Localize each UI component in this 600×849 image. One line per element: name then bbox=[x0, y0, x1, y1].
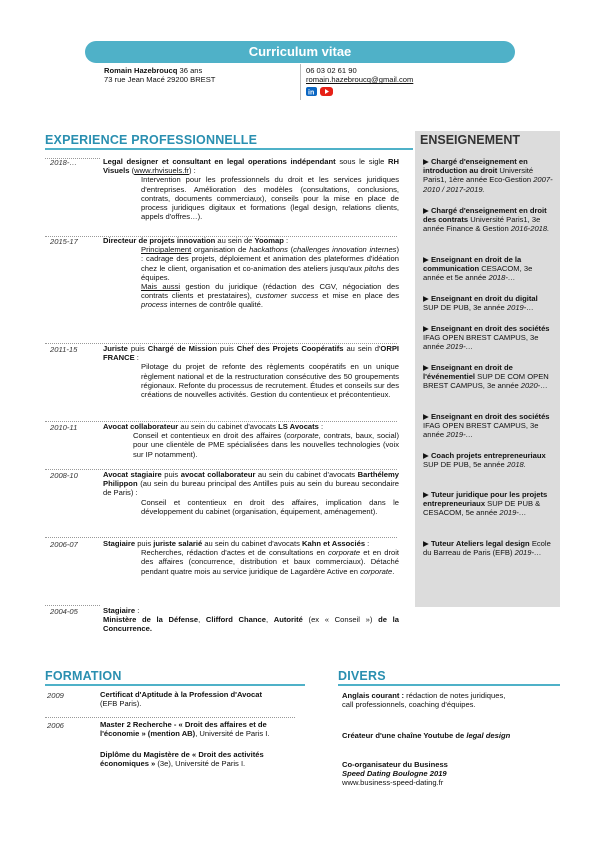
job-title: Directeur de projets innovation bbox=[103, 236, 216, 245]
entry-text: corporate bbox=[360, 566, 393, 576]
company-name: LS Avocats bbox=[278, 422, 319, 431]
teaching-detail: Ecole du Barreau de Paris (EFB) bbox=[423, 539, 551, 558]
experience-entry bbox=[103, 539, 399, 576]
teaching-item: ▶ Enseignant en droit de la communication CESACOM, 3e année et 5e année 2018-… bbox=[423, 255, 533, 283]
divers-rule bbox=[338, 684, 560, 686]
teaching-item: ▶ Chargé d'enseignement en introduction au droit Université Paris1, 1ère année Eco-Gestion 2007-2010 / 2017-2019. bbox=[423, 157, 553, 194]
teaching-detail: SUP DE PUB, 3e année bbox=[423, 303, 507, 313]
entry-text: ) : cadrage des projets, déploiement et animation des plateformes d'idéation chez le client, organisation et co-animation des ateliers jusqu'aux bbox=[141, 245, 400, 273]
teaching-years: 2019-… bbox=[499, 508, 527, 518]
cv-title-banner bbox=[85, 41, 515, 63]
contact-divider bbox=[300, 64, 301, 100]
website-link[interactable]: www.business-speed-dating.fr bbox=[342, 778, 444, 788]
teaching-heading: ENSEIGNEMENT bbox=[420, 133, 521, 147]
teaching-item: ▶ Chargé d'enseignement en droit des contrats Université Paris1, 3e année Finance & Gestion 2016-2018. bbox=[423, 206, 550, 234]
entry-text: process bbox=[141, 300, 168, 310]
entry-text: hackathons bbox=[249, 245, 288, 255]
entry-text: puis bbox=[135, 539, 154, 548]
job-title: Juriste bbox=[103, 344, 128, 353]
entry-text: et mise en place des bbox=[318, 291, 400, 301]
entry-text: au sein du cabinet d'avocats bbox=[255, 470, 358, 479]
teaching-item: ▶ Enseignant en droit des sociétés IFAG OPEN BREST CAMPUS, 3e année 2019-… bbox=[423, 324, 550, 352]
teaching-years: 2018-… bbox=[488, 273, 516, 283]
entry-date: 2010-11 bbox=[50, 423, 78, 432]
teaching-detail: IFAG OPEN BREST CAMPUS, 3e année bbox=[423, 421, 539, 440]
experience-entry bbox=[103, 606, 399, 634]
teaching-detail: CESACOM, 3e année et 5e année bbox=[423, 264, 533, 283]
divers-heading: DIVERS bbox=[338, 669, 386, 683]
entry-text: ) : bbox=[188, 166, 196, 176]
divers-title: Co-organisateur du Business bbox=[342, 760, 448, 769]
entry-text: : bbox=[134, 353, 139, 363]
entry-text: : bbox=[283, 236, 289, 245]
company-name: Yoomap bbox=[254, 236, 284, 245]
entry-date: 2011-15 bbox=[50, 345, 78, 354]
entry-text: organisation de bbox=[191, 245, 250, 255]
email-link[interactable]: romain.hazebroucq@gmail.com bbox=[306, 75, 414, 85]
experience-entry bbox=[103, 470, 399, 516]
formation-entry bbox=[100, 690, 300, 708]
teaching-title: Chargé d'enseignement en droit des contrats bbox=[423, 206, 547, 225]
company-name: de la Concurrence. bbox=[103, 615, 399, 634]
entry-text: , bbox=[198, 615, 206, 625]
entry-text: internes de contrôle qualité. bbox=[167, 300, 263, 310]
linkedin-icon[interactable] bbox=[306, 87, 317, 96]
divers-detail: rédaction de notes juridiques, call professionnels, coaching d'équipes. bbox=[342, 691, 506, 710]
youtube-icon[interactable] bbox=[320, 87, 333, 96]
entry-description: Conseil et contentieux en droit des affaires, implication dans le développement du cabinet (organisation, équipement, aménagement). bbox=[141, 497, 399, 516]
entry-date: 2015-17 bbox=[50, 237, 78, 246]
row-divider bbox=[45, 537, 397, 538]
company-name: Ministère de la Défense bbox=[103, 615, 199, 625]
teaching-years: 2019-… bbox=[446, 342, 474, 352]
company-name: ORPI FRANCE bbox=[103, 344, 399, 363]
divers-item bbox=[342, 760, 517, 788]
experience-heading: EXPERIENCE PROFESSIONNELLE bbox=[45, 133, 258, 147]
diploma-detail: (3e), Université de Paris I. bbox=[155, 759, 246, 769]
diploma-title: Diplôme du Magistère de « Droit des activités économiques » bbox=[100, 750, 264, 769]
diploma-title: Master 2 Recherche - « Droit des affaires et de l'économie » (mention AB) bbox=[100, 720, 267, 739]
entry-date: 2006-07 bbox=[50, 540, 78, 549]
formation-rule bbox=[45, 684, 305, 686]
teaching-item: ▶ Enseignant en droit du digital SUP DE PUB, 3e année 2019-… bbox=[423, 294, 538, 313]
teaching-title: Enseignant en droit de l'événementiel bbox=[423, 363, 513, 382]
entry-text: : bbox=[318, 422, 324, 431]
entry-description bbox=[103, 245, 399, 282]
entry-text: et en droit des affaires (concurrence, distribution et baux commerciaux). Détaché pendant quatre mois au service juridique de Lagardère Active en bbox=[141, 548, 399, 576]
formation-date: 2009 bbox=[47, 691, 64, 700]
divers-title: Anglais courant : bbox=[342, 691, 405, 700]
teaching-years: 2019-… bbox=[506, 303, 534, 313]
entry-text: , bbox=[265, 615, 274, 625]
entry-date: 2008-10 bbox=[50, 471, 78, 480]
teaching-detail: SUP DE PUB, 5e année bbox=[423, 460, 507, 470]
contact-left bbox=[104, 66, 294, 84]
entry-text: corporate bbox=[286, 431, 319, 441]
job-title: Legal designer et consultant en legal operations indépendant bbox=[103, 157, 336, 166]
entry-text: : bbox=[365, 539, 370, 548]
entry-description bbox=[103, 431, 399, 459]
entry-text: puis bbox=[216, 344, 237, 353]
person-name: Romain Hazebroucq bbox=[104, 66, 178, 75]
teaching-detail: Université Paris1, 1ère année Eco-Gestion bbox=[423, 166, 534, 185]
job-title: avocat collaborateur bbox=[180, 470, 256, 479]
teaching-title: Enseignant en droit des sociétés bbox=[430, 324, 550, 333]
company-name: Clifford Chance bbox=[205, 615, 266, 625]
job-title: Chargé de Mission bbox=[147, 344, 217, 353]
formation-heading: FORMATION bbox=[45, 669, 122, 683]
job-title: Stagiaire bbox=[103, 539, 136, 548]
teaching-item: ▶ Enseignant en droit des sociétés IFAG OPEN BREST CAMPUS, 3e année 2019-… bbox=[423, 412, 550, 440]
teaching-detail: IFAG OPEN BREST CAMPUS, 3e année bbox=[423, 333, 539, 352]
teaching-detail: SUP DE PUB & CESACOM, 5e année bbox=[423, 499, 541, 518]
divers-title: Créateur d'une chaîne Youtube de bbox=[342, 731, 467, 740]
job-title: juriste salarié bbox=[153, 539, 203, 548]
person-address: 73 rue Jean Macé 29200 BREST bbox=[104, 75, 216, 85]
company-name: Kahn et Associés bbox=[302, 539, 366, 548]
teaching-item: ▶ Tuteur Ateliers legal design Ecole du Barreau de Paris (EFB) 2019-… bbox=[423, 539, 551, 558]
entry-text: ( bbox=[129, 166, 135, 176]
job-title: Avocat stagiaire bbox=[103, 470, 162, 479]
teaching-title: Enseignant en droit du digital bbox=[430, 294, 538, 303]
formation-entry bbox=[100, 750, 300, 768]
phone-number: 06 03 02 61 90 bbox=[306, 66, 357, 75]
entry-text: pitchs bbox=[364, 263, 385, 273]
teaching-title: Chargé d'enseignement en introduction au droit bbox=[423, 157, 528, 176]
entry-description: Pilotage du projet de refonte des règlements coopératifs en un unique règlement national et de la restructuration consécutive des 50 groupements régionaux. Refonte du processus de recrutement. Études et conseils sur des créations de nouvelles activités. Gestion du contentieux et précontentieux. bbox=[141, 362, 399, 400]
company-name: Autorité bbox=[273, 615, 303, 625]
entry-text: au sein du cabinet d'avocats bbox=[202, 539, 303, 548]
job-title: Chef des Projets Coopératifs bbox=[236, 344, 344, 353]
experience-entry bbox=[103, 344, 399, 399]
entry-text: Conseil et contentieux en droit des affaires ( bbox=[133, 431, 287, 441]
diploma-detail: (EFB Paris). bbox=[100, 699, 142, 709]
experience-entry bbox=[103, 157, 399, 221]
row-divider bbox=[45, 605, 100, 606]
person-age: 36 ans bbox=[177, 66, 203, 75]
company-name: Barthélemy Philippon bbox=[103, 470, 399, 489]
teaching-title: Enseignant en droit des sociétés bbox=[430, 412, 550, 421]
formation-entry bbox=[100, 720, 300, 738]
teaching-item: ▶ Tuteur juridique pour les projets entrepreneuriaux SUP DE PUB & CESACOM, 5e année 2019-… bbox=[423, 490, 548, 518]
teaching-item: ▶ Enseignant en droit de l'événementiel SUP DE COM OPEN BREST CAMPUS, 3e année 2020-… bbox=[423, 363, 549, 391]
page-title: Curriculum vitae bbox=[248, 44, 352, 59]
experience-entry bbox=[103, 422, 399, 459]
contact-right bbox=[306, 66, 506, 96]
teaching-years: 2019-… bbox=[514, 548, 542, 558]
entry-text: customer success bbox=[255, 291, 319, 301]
entry-text: puis bbox=[161, 470, 181, 479]
entry-date: 2004-05 bbox=[50, 607, 78, 616]
entry-description bbox=[103, 282, 399, 310]
formation-date: 2006 bbox=[47, 721, 64, 730]
entry-text: au sein du cabinet d'avocats bbox=[178, 422, 279, 431]
entry-text: Recherches, rédaction d'actes et de consultations en bbox=[141, 548, 329, 558]
entry-date: 2018-… bbox=[50, 158, 78, 167]
job-title: Avocat collaborateur bbox=[103, 422, 179, 431]
diploma-title: Certificat d'Aptitude à la Profession d'Avocat bbox=[100, 690, 262, 699]
company-name: RH Visuels bbox=[103, 157, 399, 176]
entry-text: gestion du juridique (rédaction des CGV, négociation des contrats clients et prestataires), bbox=[141, 282, 400, 301]
divers-item bbox=[342, 731, 517, 740]
entry-text: Mais aussi bbox=[141, 282, 181, 292]
entry-text: puis bbox=[127, 344, 148, 353]
entry-text: , contrats, baux, social) pour une clientèle de PME spécialisées dans les nouvelles technologies (voix sur IP notamment). bbox=[133, 431, 399, 459]
experience-entry bbox=[103, 236, 399, 310]
entry-text: au sein d' bbox=[343, 344, 381, 353]
teaching-title: Enseignant en droit de la communication bbox=[423, 255, 522, 274]
entry-text: challenges innovation internes bbox=[293, 245, 397, 255]
teaching-title: Tuteur Ateliers legal design bbox=[430, 539, 530, 548]
svg-text:in: in bbox=[308, 89, 315, 96]
teaching-years: 2016-2018. bbox=[510, 224, 550, 234]
job-title: Stagiaire bbox=[103, 606, 136, 615]
entry-description bbox=[103, 548, 399, 576]
divers-title: legal design bbox=[466, 731, 511, 740]
diploma-detail: , Université de Paris I. bbox=[195, 729, 270, 739]
teaching-years: 2018. bbox=[506, 460, 526, 470]
teaching-detail: Université Paris1, 3e année Finance & Gestion bbox=[423, 215, 541, 234]
entry-text: au sein de bbox=[215, 236, 255, 245]
teaching-detail: SUP DE COM OPEN BREST CAMPUS, 3e année bbox=[423, 372, 549, 391]
entry-text: (au sein du bureau principal des Antilles puis au sein du bureau secondaire de Paris) : bbox=[103, 479, 399, 498]
entry-text: corporate bbox=[328, 548, 361, 558]
entry-text: ( bbox=[287, 245, 294, 255]
divers-title: Speed Dating Boulogne 2019 bbox=[342, 769, 447, 779]
website-link[interactable]: www.rhvisuels.fr bbox=[134, 166, 189, 176]
entry-text: sous le sigle bbox=[335, 157, 389, 166]
teaching-title: Tuteur juridique pour les projets entrepreneuriaux bbox=[423, 490, 548, 509]
entry-text: Principalement bbox=[141, 245, 192, 255]
experience-rule bbox=[45, 148, 413, 150]
teaching-title: Coach projets entrepreneuriaux bbox=[430, 451, 546, 460]
divers-item bbox=[342, 691, 517, 709]
teaching-years: 2019-… bbox=[446, 430, 474, 440]
entry-description: Intervention pour les professionnels du droit et les services juridiques d'entreprises. Amélioration des modèles (consultations, conclusions, contrats, documents commerciaux), conseils pour la mise en place de process juridiques digitaux et formations (legal design, relations clients, appels d'offres…). bbox=[141, 175, 399, 222]
teaching-years: 2007-2010 / 2017-2019. bbox=[423, 175, 553, 194]
entry-text: des équipes. bbox=[141, 263, 399, 282]
entry-text: (ex « Conseil ») bbox=[302, 615, 379, 625]
row-divider bbox=[45, 717, 295, 718]
entry-text: . bbox=[392, 566, 395, 576]
entry-text: : bbox=[135, 606, 140, 615]
teaching-item: ▶ Coach projets entrepreneuriaux SUP DE PUB, 5e année 2018. bbox=[423, 451, 546, 470]
teaching-years: 2020-… bbox=[520, 381, 548, 391]
